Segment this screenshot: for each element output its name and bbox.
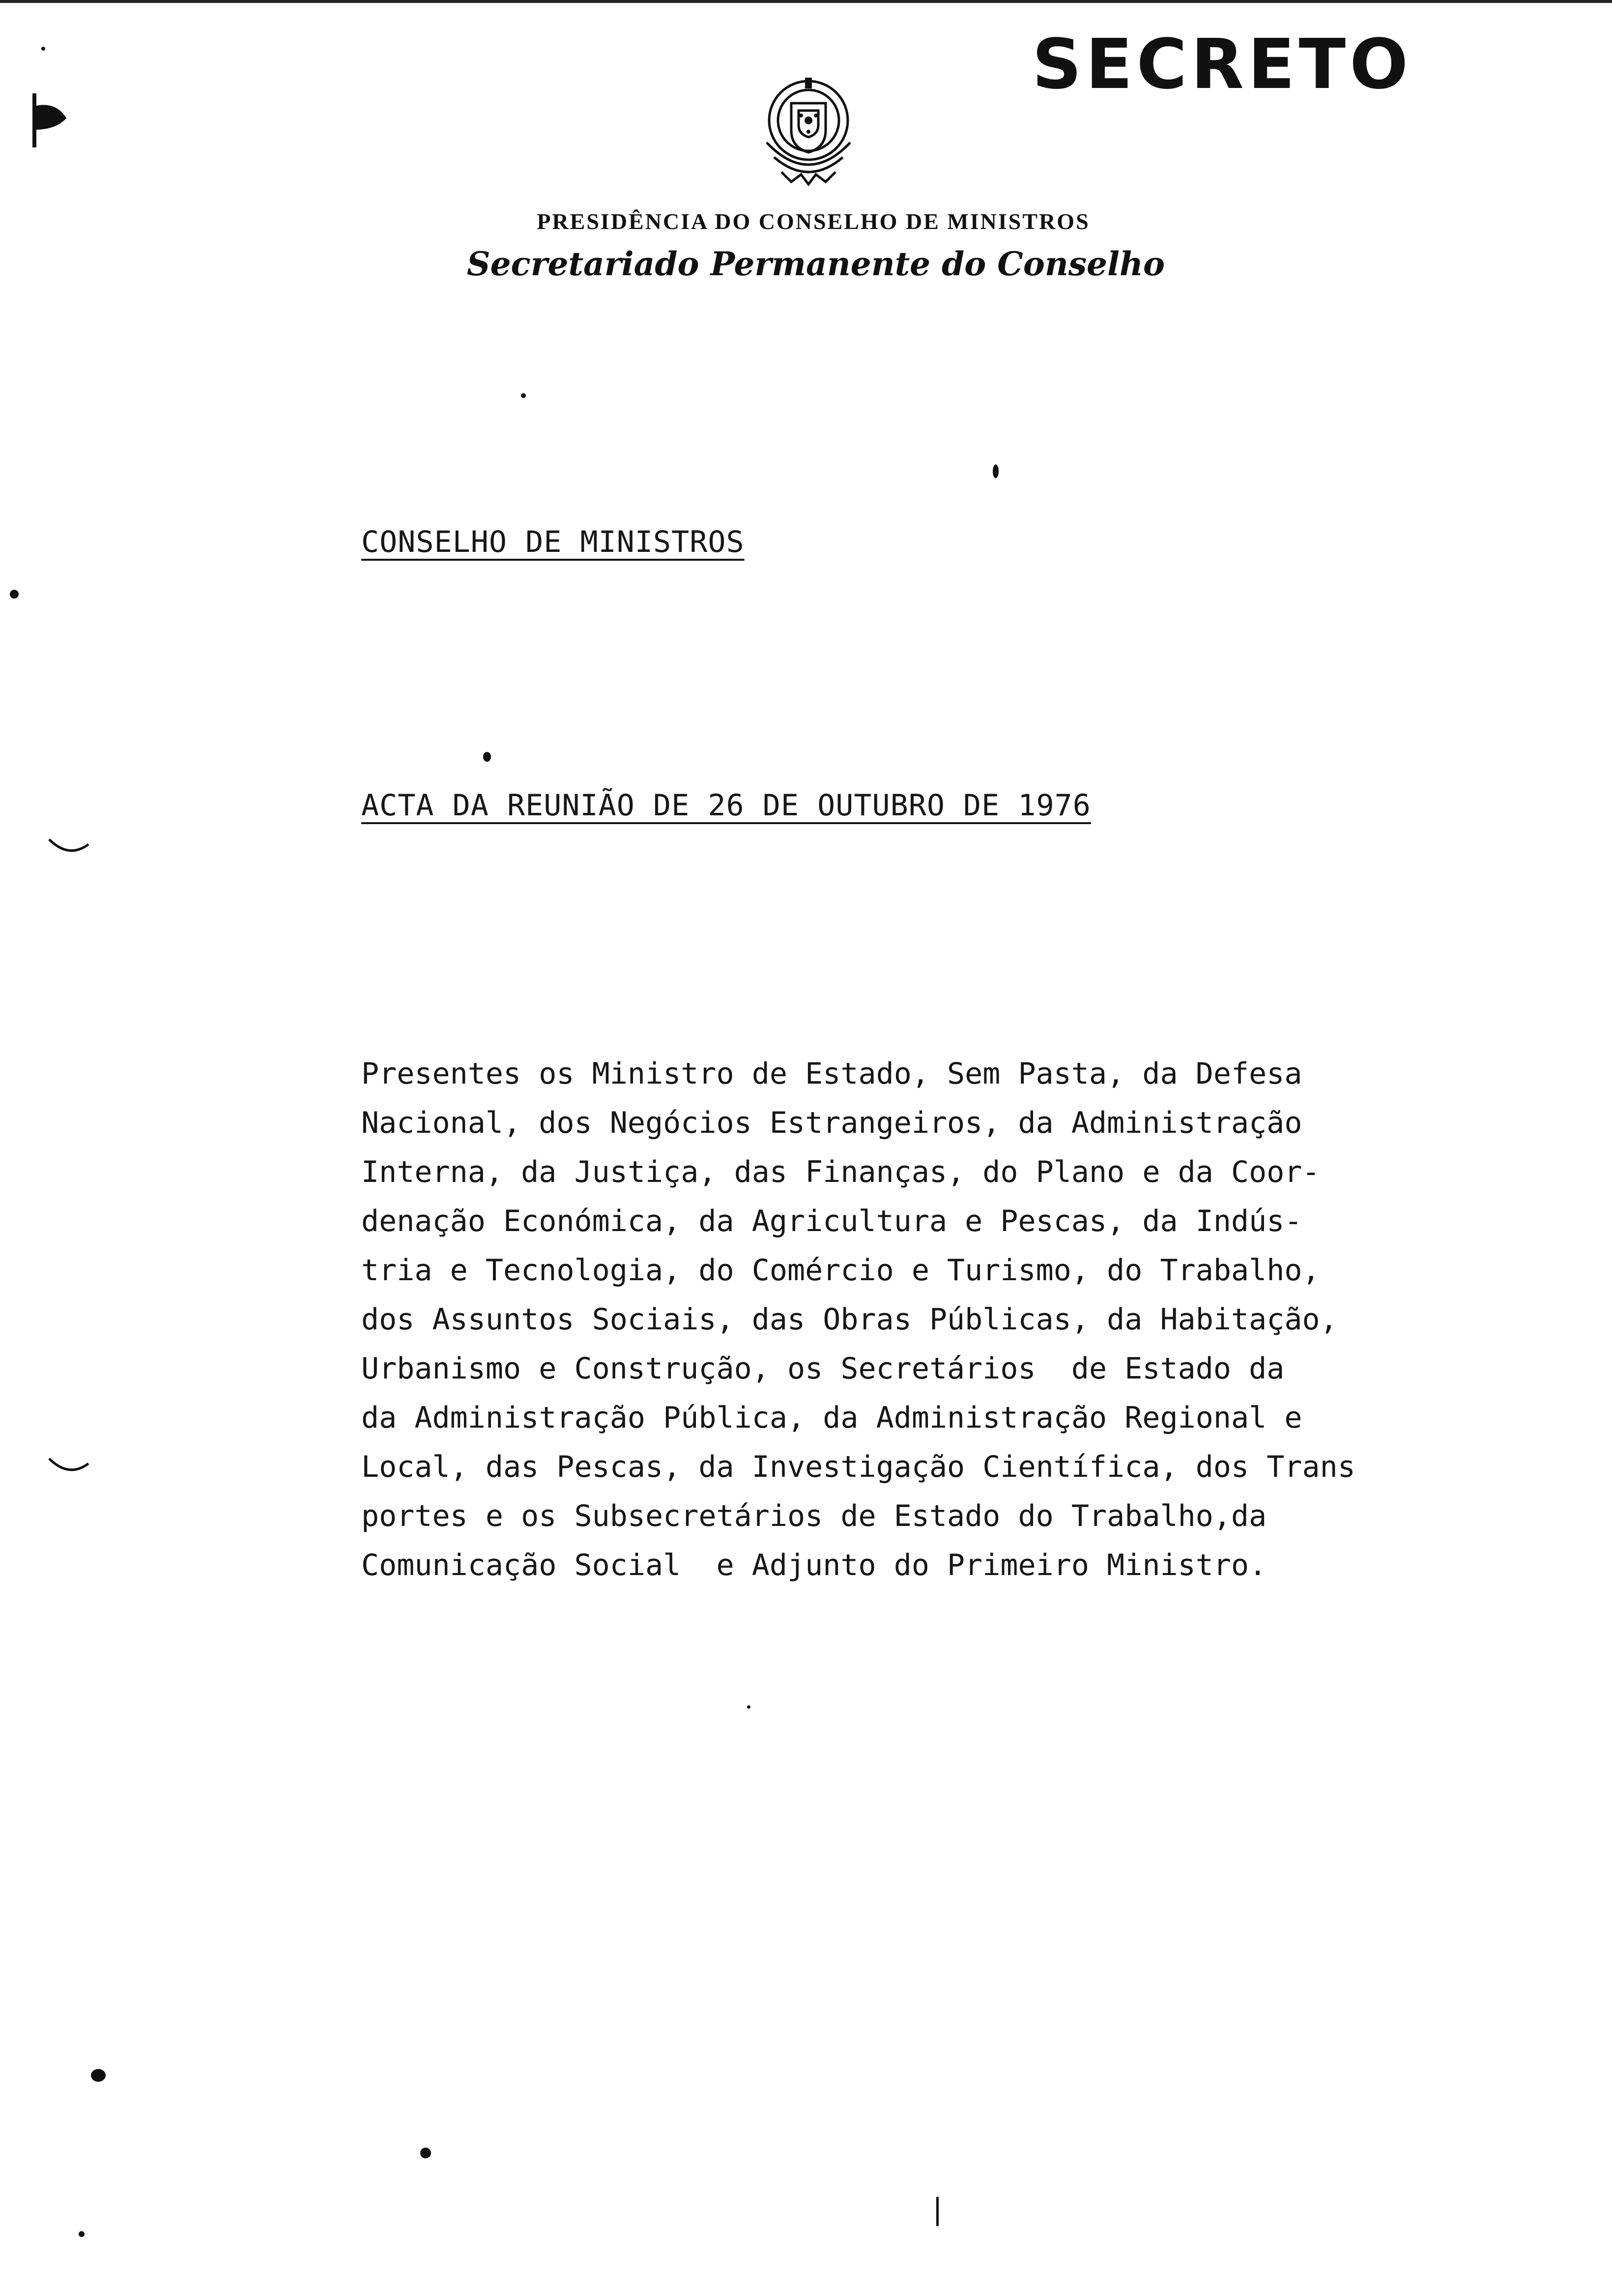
scan-speck xyxy=(936,2197,939,2226)
paragraph-line: tria e Tecnologia, do Comércio e Turismo, do Trabalho, xyxy=(361,1253,1320,1288)
paragraph-line: Local, das Pescas, da Investigação Científica, dos Trans xyxy=(361,1450,1355,1484)
paragraph-line: portes e os Subsecretários de Estado do Trabalho,da xyxy=(361,1499,1267,1533)
punch-hole-mark xyxy=(47,835,91,855)
scan-speck xyxy=(747,1705,750,1709)
institution-name: PRESIDÊNCIA DO CONSELHO DE MINISTROS xyxy=(537,209,1090,234)
paragraph-line: Comunicação Social e Adjunto do Primeiro Ministro. xyxy=(361,1548,1267,1582)
coat-of-arms-icon xyxy=(752,74,865,197)
paragraph-line: dos Assuntos Sociais, das Obras Públicas, da Habitação, xyxy=(361,1302,1338,1337)
scan-speck xyxy=(521,393,526,398)
secretariat-subtitle: Secretariado Permanente do Conselho xyxy=(466,245,1165,283)
paragraph-line: Nacional, dos Negócios Estrangeiros, da Administração xyxy=(361,1106,1302,1140)
scan-speck xyxy=(41,47,45,51)
paragraph-line: Presentes os Ministro de Estado, Sem Pasta, da Defesa xyxy=(361,1057,1302,1091)
scan-speck xyxy=(483,752,491,762)
attendance-paragraph xyxy=(361,1049,1492,1590)
binder-clip-mark xyxy=(27,88,81,152)
paragraph-line: denação Económica, da Agricultura e Pescas, da Indús- xyxy=(361,1204,1302,1238)
punch-hole-mark xyxy=(47,1455,91,1474)
scan-speck xyxy=(420,2148,431,2158)
scan-speck xyxy=(91,2069,106,2082)
top-border-line xyxy=(0,0,1612,3)
scan-speck xyxy=(10,590,19,599)
paragraph-line: da Administração Pública, da Administração Regional e xyxy=(361,1401,1302,1435)
paragraph-line: Urbanismo e Construção, os Secretários de Estado da xyxy=(361,1351,1285,1386)
scan-speck xyxy=(79,2231,85,2237)
classification-stamp: SECRETO xyxy=(1032,25,1412,105)
minutes-title: ACTA DA REUNIÃO DE 26 DE OUTUBRO DE 1976 xyxy=(361,788,1091,823)
scan-speck xyxy=(993,464,999,478)
paragraph-line: Interna, da Justiça, das Finanças, do Plano e da Coor- xyxy=(361,1155,1320,1189)
council-heading: CONSELHO DE MINISTROS xyxy=(361,525,745,559)
